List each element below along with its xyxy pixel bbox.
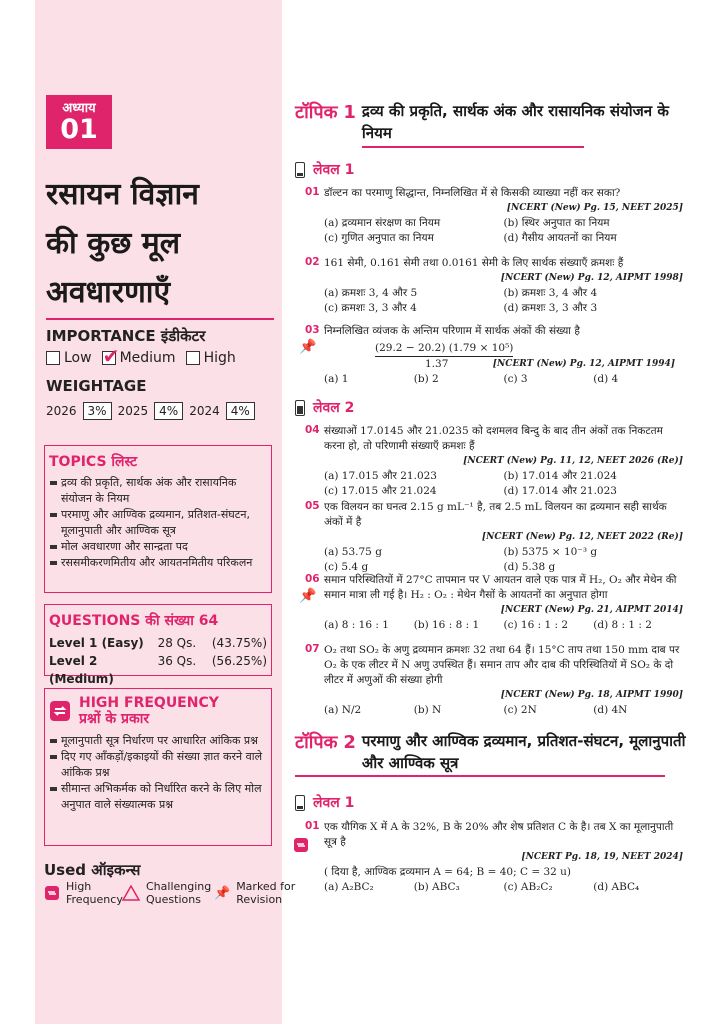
- option[interactable]: (d) 17.014 और 21.023: [503, 485, 617, 497]
- high-checkbox[interactable]: [186, 351, 200, 365]
- question-text: समान परिस्थितियों में 27°C तापमान पर V आयतन वाले एक पात्र में H₂, O₂ और मेथेन की समान मात्रा ली गई है। H₂ : O₂ : मेथेन गैसों के आयतनों का अनुपात होगा: [324, 574, 677, 601]
- chapter-title-line: अवधारणाएँ: [46, 275, 171, 310]
- topic-item: मोल अवधारणा और सान्द्रता पद: [49, 539, 267, 555]
- low-label: Low: [64, 350, 92, 366]
- question-text: O₂ तथा SO₂ के अणु द्रव्यमान क्रमशः 32 तथा 64 हैं। 15°C ताप तथा 150 mm दाब पर O₂ के एक लीटर में N अणु उपस्थित हैं। समान ताप और दाब की परिस्थितियों में SO₂ के दो लीटर में अणुओं की संख्या होगी: [324, 644, 680, 686]
- question-number: 02: [305, 256, 320, 268]
- option[interactable]: (b) स्थिर अनुपात का नियम: [503, 217, 610, 229]
- question-reference: [NCERT (New) Pg. 21, AIPMT 2014]: [500, 605, 683, 615]
- weightage-percent: 4%: [154, 402, 183, 420]
- question: [299, 324, 683, 387]
- option[interactable]: (a) 8 : 16 : 1: [324, 619, 389, 631]
- question-reference: [NCERT (New) Pg. 15, NEET 2025]: [506, 203, 683, 213]
- weightage-year: 2025: [117, 404, 149, 418]
- topic-rule: [295, 775, 665, 777]
- topics-panel: [44, 445, 272, 593]
- weightage-heading: WEIGHTAGE: [46, 377, 147, 395]
- question: [305, 186, 683, 246]
- weightage-year: 2024: [189, 404, 220, 418]
- question-number: 07: [305, 643, 320, 655]
- level-heading: [295, 793, 354, 812]
- topic-title: परमाणु और आण्विक द्रव्यमान, प्रतिशत-संघटन, मूलानुपाती और आण्विक सूत्र: [361, 732, 686, 772]
- option[interactable]: (b) N: [413, 704, 442, 716]
- option[interactable]: (a) 53.75 g: [324, 546, 382, 558]
- option[interactable]: (c) 16 : 1 : 2: [503, 619, 569, 631]
- level-label: लेवल 2: [313, 400, 355, 416]
- topic-item: रससमीकरणमितीय और आयतनमितीय परिकलन: [49, 555, 267, 571]
- topic-tag-number: 2: [343, 732, 356, 753]
- question-reference: [NCERT (New) Pg. 12, AIPMT 1994]: [492, 359, 675, 369]
- chapter-title: [46, 170, 276, 317]
- option[interactable]: (b) क्रमशः 3, 4 और 4: [503, 287, 598, 299]
- medium-checkbox[interactable]: [102, 351, 116, 365]
- question-text: एक विलयन का घनत्व 2.15 g mL⁻¹ है, तब 2.5 mL विलयन का द्रव्यमान सही सार्थक अंकों में है: [324, 501, 667, 528]
- question-given-data: ( दिया है, आण्विक द्रव्यमान A = 64; B = 40; C = 32 u): [324, 866, 572, 878]
- hf-item: सीमान्त अभिकर्मक को निर्धारित करने के लिए मोल अनुपात वाले संख्यात्मक प्रश्न: [49, 781, 267, 813]
- warning-triangle-icon: [122, 885, 140, 901]
- weightage-year: 2026: [46, 404, 77, 418]
- level-count-row: [49, 652, 267, 688]
- high-label: High: [203, 350, 236, 366]
- question-text: निम्नलिखित व्यंजक के अन्तिम परिणाम में सार्थक अंकों की संख्या है: [324, 325, 580, 337]
- hf-header: [49, 695, 267, 727]
- topic-2-header: [295, 730, 695, 774]
- refresh-icon: [49, 700, 71, 722]
- question-number: 01: [305, 186, 320, 198]
- option[interactable]: (a) 17.015 और 21.023: [324, 470, 437, 482]
- question: [305, 424, 683, 499]
- option[interactable]: (b) 16 : 8 : 1: [413, 619, 480, 631]
- pushpin-icon: 📌: [299, 339, 317, 355]
- option[interactable]: (d) ABC₄: [593, 881, 640, 893]
- question-reference: [NCERT (New) Pg. 18, AIPMT 1990]: [500, 690, 683, 700]
- topic-1-header: [295, 100, 695, 144]
- chapter-number: 01: [60, 114, 98, 145]
- option[interactable]: (d) 8 : 1 : 2: [593, 619, 652, 631]
- question-text: 161 सेमी, 0.161 सेमी तथा 0.0161 सेमी के लिए सार्थक संख्याएँ क्रमशः हैं: [324, 257, 624, 269]
- hf-item: दिए गए आँकड़ों/इकाइयों की संख्या ज्ञात करने वाले आंकिक प्रश्न: [49, 749, 267, 781]
- low-checkbox[interactable]: [46, 351, 60, 365]
- topic-item: परमाणु और आण्विक द्रव्यमान, प्रतिशत-संघटन, मूलानुपाती और आण्विक सूत्र: [49, 507, 267, 539]
- option[interactable]: (d) क्रमशः 3, 3 और 3: [503, 302, 598, 314]
- topics-heading: TOPICS लिस्ट: [49, 454, 138, 470]
- question: [305, 256, 683, 316]
- hf-item: मूलानुपाती सूत्र निर्धारण पर आधारित आंकिक प्रश्न: [49, 733, 267, 749]
- question-number: 06: [305, 573, 320, 585]
- topic-tag: [295, 730, 356, 754]
- level-name: Level 1 (Easy): [49, 636, 144, 650]
- level-heading: [295, 398, 354, 417]
- question-reference: [NCERT (New) Pg. 12, NEET 2022 (Re)]: [481, 532, 683, 542]
- question-text: संख्याओं 17.0145 और 21.0235 को दशमलव बिन्दु के बाद तीन अंकों तक निकटतम करना हो, तो परिणामी संख्याएँ क्रमशः हैं: [324, 425, 663, 452]
- level-label: लेवल 1: [313, 162, 355, 178]
- question: [305, 643, 683, 718]
- level-heading: [295, 160, 354, 179]
- question-text: एक यौगिक X में A के 32%, B के 20% और शेष प्रतिशत C के है। तब X का मूलानुपाती सूत्र है: [324, 821, 674, 848]
- hf-subtitle: प्रश्नों के प्रकार: [79, 711, 150, 727]
- questions-heading: QUESTIONS की संख्या 64: [49, 613, 219, 629]
- topic-rule: [362, 146, 584, 148]
- fraction-numerator: (29.2 − 20.2) (1.79 × 10⁵): [375, 341, 513, 357]
- option[interactable]: (a) N/2: [324, 704, 362, 716]
- importance-heading: IMPORTANCE इंडीकेटर: [46, 327, 206, 345]
- questions-panel: [44, 604, 272, 686]
- question-number: 03: [305, 324, 320, 336]
- high-frequency-icon: [44, 885, 60, 901]
- option[interactable]: (d) 5.38 g: [503, 561, 556, 573]
- topic-tag-number: 1: [343, 102, 356, 123]
- chapter-badge: [46, 95, 112, 149]
- legend-label: Marked for Revision: [236, 880, 296, 906]
- option[interactable]: (c) क्रमशः 3, 3 और 4: [324, 302, 417, 314]
- question-reference: [NCERT (New) Pg. 12, AIPMT 1998]: [500, 273, 683, 283]
- option[interactable]: (d) 4N: [593, 704, 628, 716]
- pushpin-icon: 📌: [299, 588, 317, 604]
- importance-options: [46, 350, 236, 366]
- option[interactable]: (c) 3: [503, 373, 528, 385]
- option[interactable]: (c) गुणित अनुपात का नियम: [324, 232, 434, 244]
- weightage-row: [46, 402, 255, 420]
- question-number: 04: [305, 424, 320, 436]
- divider: [46, 318, 274, 320]
- option[interactable]: (b) ABC₃: [413, 881, 460, 893]
- option[interactable]: (b) 5375 × 10⁻³ g: [503, 546, 598, 558]
- level-label: लेवल 1: [313, 795, 355, 811]
- battery-medium-icon: [295, 400, 305, 416]
- option[interactable]: (d) गैसीय आयतनों का नियम: [503, 232, 617, 244]
- topic-tag-label: टॉपिक: [295, 732, 338, 753]
- topic-title: द्रव्य की प्रकृति, सार्थक अंक और रासायनिक संयोजन के नियम: [361, 102, 669, 142]
- question: [299, 573, 683, 633]
- weightage-percent: 4%: [226, 402, 255, 420]
- chapter-title-line: की कुछ मूल: [46, 226, 181, 261]
- level-count: 28 Qs.: [157, 636, 197, 650]
- question: [305, 500, 683, 575]
- question-reference: [NCERT Pg. 18, 19, NEET 2024]: [521, 852, 683, 862]
- legend-label: Challenging Questions: [146, 880, 212, 906]
- high-frequency-panel: [44, 688, 272, 846]
- hf-title: HIGH FREQUENCY: [79, 695, 219, 711]
- level-percent: (56.25%): [211, 654, 267, 668]
- question: [305, 820, 683, 895]
- battery-low-icon: [295, 162, 305, 178]
- question-number: 01: [305, 820, 320, 832]
- medium-label: Medium: [119, 350, 176, 366]
- level-count-row: [49, 634, 267, 652]
- question-text: डॉल्टन का परमाणु सिद्धान्त, निम्नलिखित में से किसकी व्याख्या नहीं कर सका?: [324, 187, 621, 199]
- high-frequency-icon: [293, 837, 309, 853]
- question-reference: [NCERT (New) Pg. 11, 12, NEET 2026 (Re)]: [463, 456, 683, 466]
- option[interactable]: (c) 2N: [503, 704, 537, 716]
- topic-tag: [295, 100, 356, 124]
- option[interactable]: (a) A₂BC₂: [324, 881, 374, 893]
- level-percent: (43.75%): [211, 636, 267, 650]
- option[interactable]: (c) 5.4 g: [324, 561, 369, 573]
- question-number: 05: [305, 500, 320, 512]
- option[interactable]: (d) 4: [593, 373, 619, 385]
- topic-tag-label: टॉपिक: [295, 102, 338, 123]
- chapter-title-line: रसायन विज्ञान: [46, 177, 199, 212]
- level-count: 36 Qs.: [157, 654, 197, 668]
- fraction: [305, 341, 675, 372]
- icons-heading: Used ऑइकन्स: [44, 861, 141, 879]
- topic-item: द्रव्य की प्रकृति, सार्थक अंक और रासायनिक संयोजन के नियम: [49, 475, 267, 507]
- icon-legend: [44, 880, 296, 906]
- option[interactable]: (b) 17.014 और 21.024: [503, 470, 617, 482]
- weightage-percent: 3%: [83, 402, 112, 420]
- battery-low-icon: [295, 795, 305, 811]
- option[interactable]: (a) द्रव्यमान संरक्षण का नियम: [324, 217, 441, 229]
- option[interactable]: (b) 2: [413, 373, 439, 385]
- option[interactable]: (c) AB₂C₂: [503, 881, 553, 893]
- option[interactable]: (a) क्रमशः 3, 4 और 5: [324, 287, 418, 299]
- fraction-denominator: 1.37: [425, 358, 449, 370]
- chapter-label: अध्याय: [62, 101, 96, 116]
- level-name: Level 2 (Medium): [49, 654, 114, 686]
- option[interactable]: (a) 1: [324, 373, 349, 385]
- option[interactable]: (c) 17.015 और 21.024: [324, 485, 437, 497]
- legend-label: High Frequency: [66, 880, 123, 906]
- pushpin-icon: 📌: [214, 885, 231, 901]
